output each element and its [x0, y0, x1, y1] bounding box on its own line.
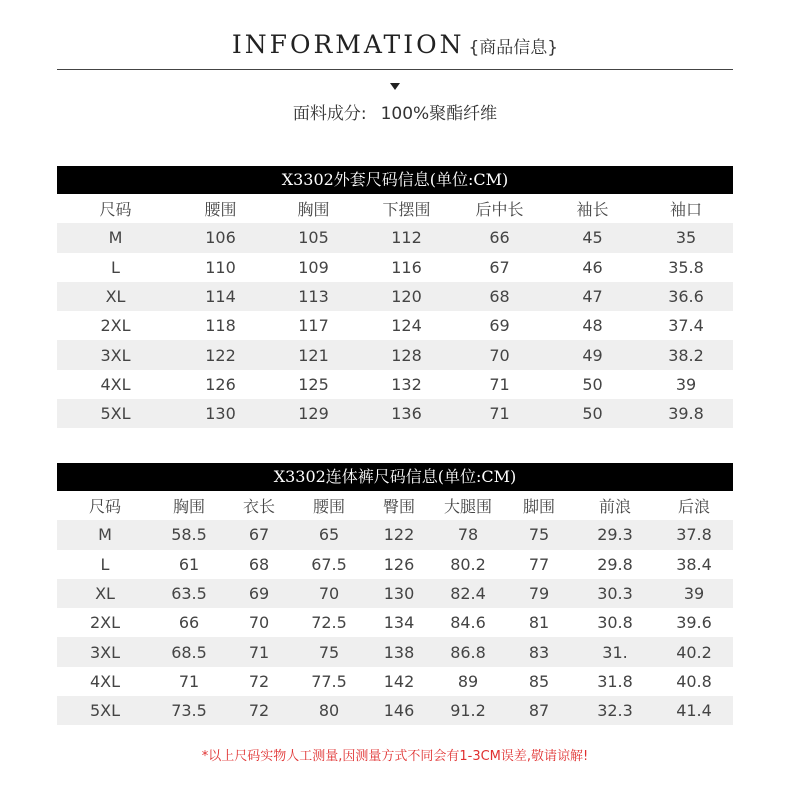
table-cell: 129	[267, 399, 360, 428]
table-row	[57, 370, 733, 399]
table-cell: 49	[546, 340, 639, 369]
table-cell: 105	[267, 223, 360, 252]
table-row	[57, 608, 733, 637]
title-cn: {商品信息}	[468, 38, 559, 58]
table-cell: 2XL	[89, 613, 121, 633]
table-row	[57, 696, 733, 725]
table-cell: 110	[205, 257, 236, 277]
table-cell: 40.8	[676, 671, 712, 691]
table-cell: 112	[360, 223, 453, 252]
column-header: 下摆围	[382, 200, 431, 220]
column-header: 前浪	[598, 497, 631, 517]
table-cell: 130	[365, 579, 433, 608]
table-cell: 50	[582, 374, 603, 394]
table-cell: 4XL	[89, 671, 121, 691]
table-cell: 70	[248, 613, 270, 633]
table-cell: 29.3	[575, 520, 655, 549]
table-cell: 67	[489, 257, 510, 277]
table-cell: 46	[582, 257, 603, 277]
table-cell: 136	[360, 399, 453, 428]
table-cell: 39	[675, 374, 697, 394]
table-cell: 50	[546, 399, 639, 428]
table-row	[57, 550, 733, 579]
table-cell: 109	[298, 257, 329, 277]
table-cell: 70	[453, 340, 546, 369]
table-row	[57, 282, 733, 311]
table-cell: 117	[298, 316, 329, 336]
column-header: 胸围	[172, 497, 205, 517]
table-cell: 91.2	[433, 696, 503, 725]
table-cell: 124	[391, 316, 422, 336]
header-row	[57, 194, 733, 223]
table-cell: 86.8	[433, 637, 503, 666]
table-cell: 66	[178, 613, 200, 633]
table-cell: 122	[174, 340, 267, 369]
table-row	[57, 579, 733, 608]
table-cell: M	[57, 520, 153, 549]
column-header: 腰围	[312, 497, 345, 517]
table-cell: 58.5	[153, 520, 225, 549]
table-cell: 70	[293, 579, 365, 608]
table-cell: 72.5	[311, 613, 347, 633]
column-header: 尺码	[88, 497, 121, 517]
jacket-size-table	[57, 166, 733, 428]
table-cell: 72	[225, 696, 293, 725]
table-cell: 38.2	[639, 340, 733, 369]
table-cell: 35.8	[668, 257, 704, 277]
fabric-value: 100%聚酯纤维	[380, 104, 498, 124]
table-cell: 128	[360, 340, 453, 369]
table-cell: 146	[365, 696, 433, 725]
table-cell: L	[111, 257, 120, 277]
table-cell: 36.6	[639, 282, 733, 311]
table-cell: 71	[453, 399, 546, 428]
table-row	[57, 340, 733, 369]
table-cell: 78	[433, 520, 503, 549]
table-cell: 138	[365, 637, 433, 666]
table-cell: 39.8	[639, 399, 733, 428]
table-cell: 81	[528, 613, 550, 633]
table-row	[57, 311, 733, 340]
table-cell: 113	[267, 282, 360, 311]
table-cell: 37.4	[668, 316, 704, 336]
table-cell: 125	[298, 374, 329, 394]
column-header: 大腿围	[443, 497, 492, 517]
jumpsuit-table-title: X3302连体裤尺码信息(单位:CM)	[57, 463, 733, 491]
table-cell: 39	[655, 579, 733, 608]
table-cell: 31.	[575, 637, 655, 666]
column-header: 胸围	[297, 200, 330, 220]
column-header: 脚围	[522, 497, 555, 517]
table-cell: 84.6	[450, 613, 486, 633]
table-row	[57, 399, 733, 428]
table-cell: 30.8	[597, 613, 633, 633]
table-cell: 38.4	[676, 554, 712, 574]
column-header: 袖长	[576, 200, 609, 220]
table-cell: L	[100, 554, 110, 574]
table-cell: 66	[453, 223, 546, 252]
table-cell: 35	[639, 223, 733, 252]
measurement-note: *以上尺码实物人工测量,因测量方式不同会有1-3CM误差,敬请谅解!	[201, 749, 589, 764]
table-cell: 73.5	[153, 696, 225, 725]
table-cell: 75	[503, 520, 575, 549]
jumpsuit-table	[57, 491, 733, 725]
table-cell: 116	[391, 257, 422, 277]
table-cell: 85	[528, 671, 550, 691]
table-cell: 48	[582, 316, 603, 336]
table-cell: 71	[178, 671, 200, 691]
jacket-table-title: X3302外套尺码信息(单位:CM)	[57, 166, 733, 194]
table-cell: 47	[546, 282, 639, 311]
table-cell: 61	[178, 554, 200, 574]
table-cell: 69	[489, 316, 510, 336]
table-cell: 130	[174, 399, 267, 428]
table-cell: 29.8	[597, 554, 633, 574]
table-cell: 71	[489, 374, 510, 394]
table-cell: 67.5	[311, 554, 347, 574]
arrow-down-icon	[390, 83, 400, 90]
table-cell: 5XL	[57, 399, 174, 428]
table-cell: 89	[457, 671, 479, 691]
table-cell: 83	[503, 637, 575, 666]
table-cell: 80.2	[450, 554, 486, 574]
table-cell: 126	[205, 374, 236, 394]
table-cell: 40.2	[655, 637, 733, 666]
table-cell: 80	[293, 696, 365, 725]
fabric-label: 面料成分:	[292, 104, 367, 124]
table-cell: 4XL	[100, 374, 131, 394]
table-cell: 134	[383, 613, 415, 633]
table-cell: 121	[267, 340, 360, 369]
column-header: 臀围	[382, 497, 415, 517]
column-header: 袖口	[669, 200, 702, 220]
table-cell: 5XL	[57, 696, 153, 725]
table-cell: 82.4	[433, 579, 503, 608]
column-header: 后浪	[677, 497, 710, 517]
table-cell: 3XL	[57, 340, 174, 369]
table-row	[57, 667, 733, 696]
table-row	[57, 520, 733, 549]
table-row	[57, 253, 733, 282]
column-header: 衣长	[242, 497, 275, 517]
table-cell: 2XL	[100, 316, 131, 336]
table-cell: 71	[225, 637, 293, 666]
table-cell: 68	[453, 282, 546, 311]
table-cell: 77.5	[311, 671, 347, 691]
column-header: 后中长	[475, 200, 524, 220]
table-row	[57, 637, 733, 666]
table-cell: 114	[174, 282, 267, 311]
table-cell: 65	[293, 520, 365, 549]
fabric-info	[0, 99, 790, 124]
table-cell: 106	[174, 223, 267, 252]
header	[0, 30, 790, 59]
table-cell: 132	[391, 374, 422, 394]
table-cell: 77	[528, 554, 550, 574]
table-cell: 39.6	[676, 613, 712, 633]
table-cell: 79	[503, 579, 575, 608]
table-cell: 41.4	[655, 696, 733, 725]
divider	[57, 69, 733, 70]
table-cell: XL	[57, 579, 153, 608]
column-header: 腰围	[204, 200, 237, 220]
table-cell: 3XL	[57, 637, 153, 666]
table-cell: 68	[248, 554, 270, 574]
jacket-table	[57, 194, 733, 428]
jumpsuit-size-table	[57, 463, 733, 725]
table-cell: XL	[57, 282, 174, 311]
table-cell: 72	[248, 671, 270, 691]
table-row	[57, 223, 733, 252]
table-cell: 126	[383, 554, 415, 574]
title-en: INFORMATION	[231, 30, 465, 59]
table-cell: 118	[205, 316, 236, 336]
header-row	[57, 491, 733, 520]
table-cell: 32.3	[575, 696, 655, 725]
table-cell: 67	[225, 520, 293, 549]
table-cell: 37.8	[655, 520, 733, 549]
table-cell: 31.8	[597, 671, 633, 691]
table-cell: 122	[365, 520, 433, 549]
table-cell: 87	[503, 696, 575, 725]
table-cell: 30.3	[575, 579, 655, 608]
table-cell: 142	[383, 671, 415, 691]
table-cell: 68.5	[153, 637, 225, 666]
table-cell: 69	[225, 579, 293, 608]
table-cell: 120	[360, 282, 453, 311]
table-cell: M	[57, 223, 174, 252]
table-cell: 45	[546, 223, 639, 252]
table-cell: 63.5	[153, 579, 225, 608]
column-header: 尺码	[99, 200, 132, 220]
table-cell: 75	[293, 637, 365, 666]
